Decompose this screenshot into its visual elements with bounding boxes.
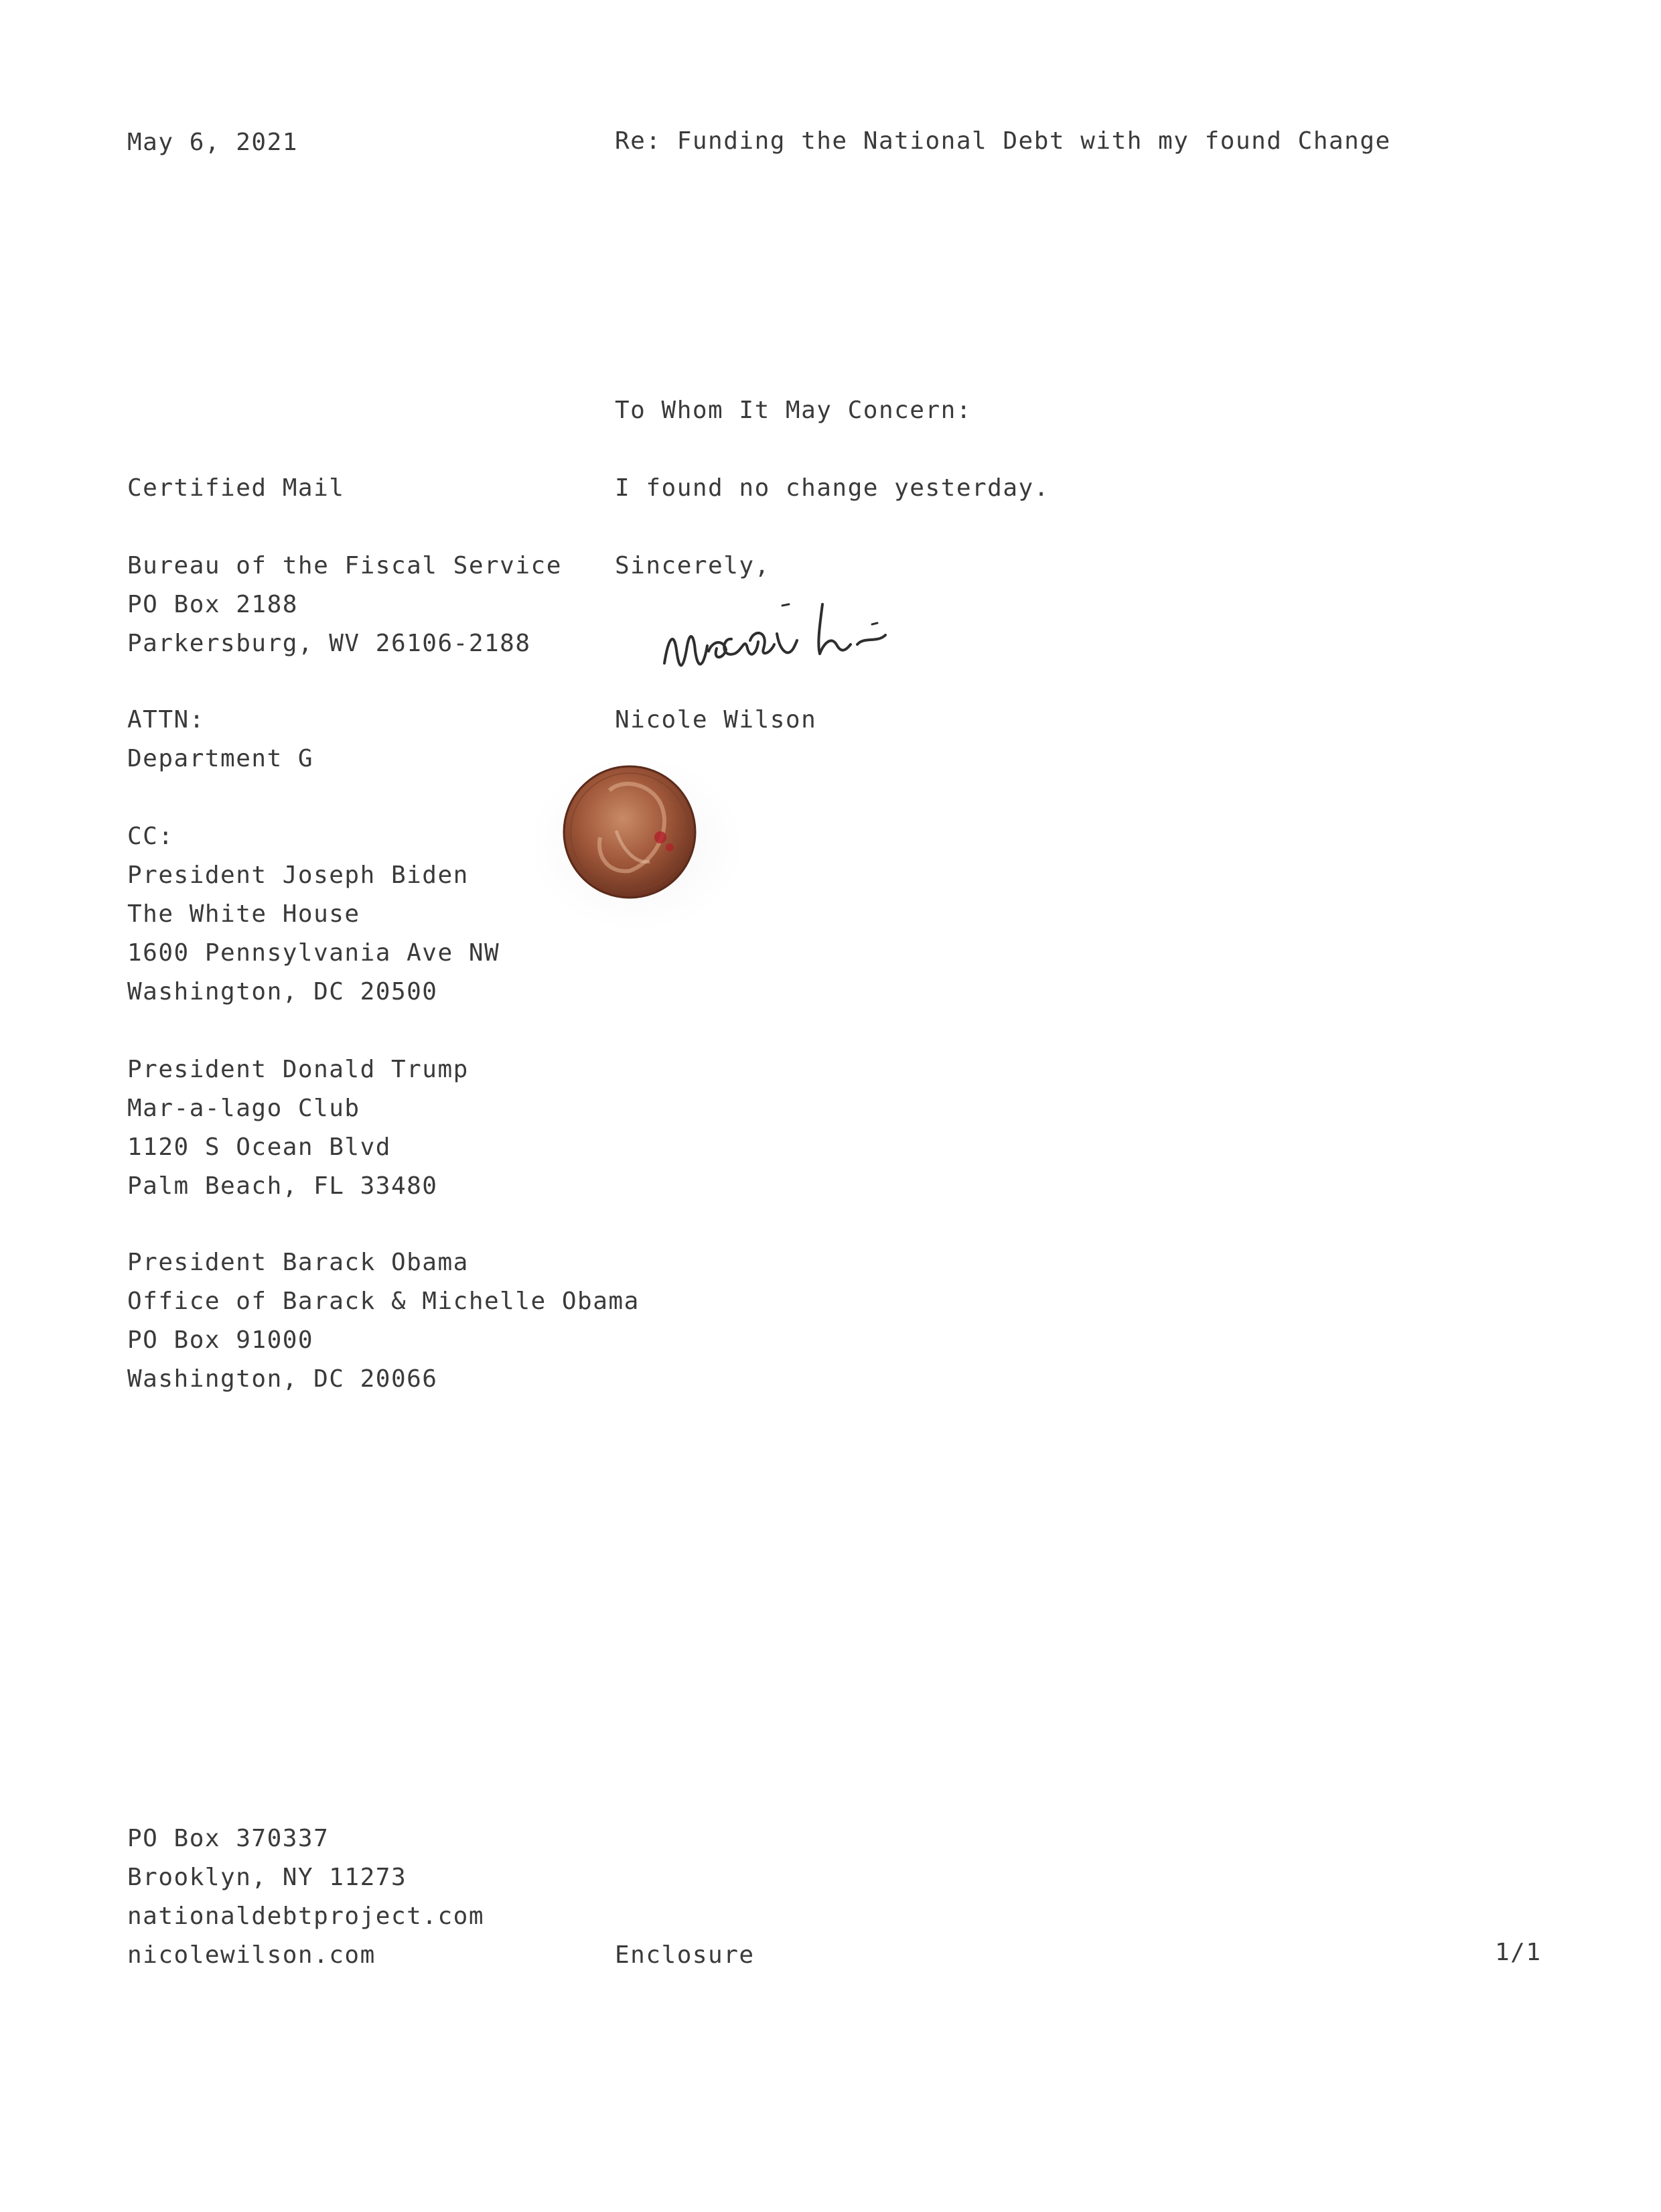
- address-line: Office of Barack & Michelle Obama: [127, 1288, 640, 1315]
- enclosure-label: Enclosure: [615, 1941, 755, 1969]
- address-line: The White House: [127, 900, 360, 928]
- sender-line: Brooklyn, NY 11273: [127, 1864, 407, 1891]
- letter-body: I found no change yesterday.: [615, 474, 1050, 502]
- address-line: Washington, DC 20500: [127, 978, 438, 1006]
- address-line: President Joseph Biden: [127, 861, 469, 889]
- attn-label: ATTN:: [127, 706, 205, 734]
- signature-image: [656, 584, 991, 691]
- address-line: 1600 Pennsylvania Ave NW: [127, 939, 500, 967]
- address-line: PO Box 2188: [127, 591, 298, 618]
- address-line: President Barack Obama: [127, 1249, 469, 1276]
- closing: Sincerely,: [615, 552, 770, 579]
- mail-type: Certified Mail: [127, 474, 345, 502]
- sender-address: [127, 1819, 484, 1975]
- address-line: Washington, DC 20066: [127, 1365, 438, 1393]
- address-line: Parkersburg, WV 26106-2188: [127, 630, 531, 657]
- address-line: President Donald Trump: [127, 1056, 469, 1083]
- sender-website: nicolewilson.com: [127, 1941, 376, 1969]
- letter-subject: Re: Funding the National Debt with my found Change: [615, 127, 1391, 155]
- address-line: Bureau of the Fiscal Service: [127, 552, 562, 579]
- cc-label: CC:: [127, 823, 174, 850]
- attn-department: Department G: [127, 745, 314, 772]
- page-number: 1/1: [1495, 1939, 1542, 1966]
- letter-date: May 6, 2021: [127, 129, 298, 156]
- cc-recipient-biden: [127, 856, 500, 1012]
- cc-recipient-obama: [127, 1243, 640, 1399]
- address-line: PO Box 91000: [127, 1326, 314, 1354]
- attn-block: [127, 701, 313, 778]
- signer-name: Nicole Wilson: [615, 706, 817, 734]
- penny-coin-image: [536, 730, 777, 951]
- recipient-address: [127, 547, 562, 663]
- cc-recipient-trump: [127, 1050, 469, 1206]
- address-line: Palm Beach, FL 33480: [127, 1172, 438, 1200]
- salutation: To Whom It May Concern:: [615, 397, 972, 424]
- address-line: 1120 S Ocean Blvd: [127, 1133, 391, 1161]
- sender-line: PO Box 370337: [127, 1825, 330, 1852]
- address-line: Mar-a-lago Club: [127, 1095, 360, 1122]
- sender-website: nationaldebtproject.com: [127, 1903, 484, 1930]
